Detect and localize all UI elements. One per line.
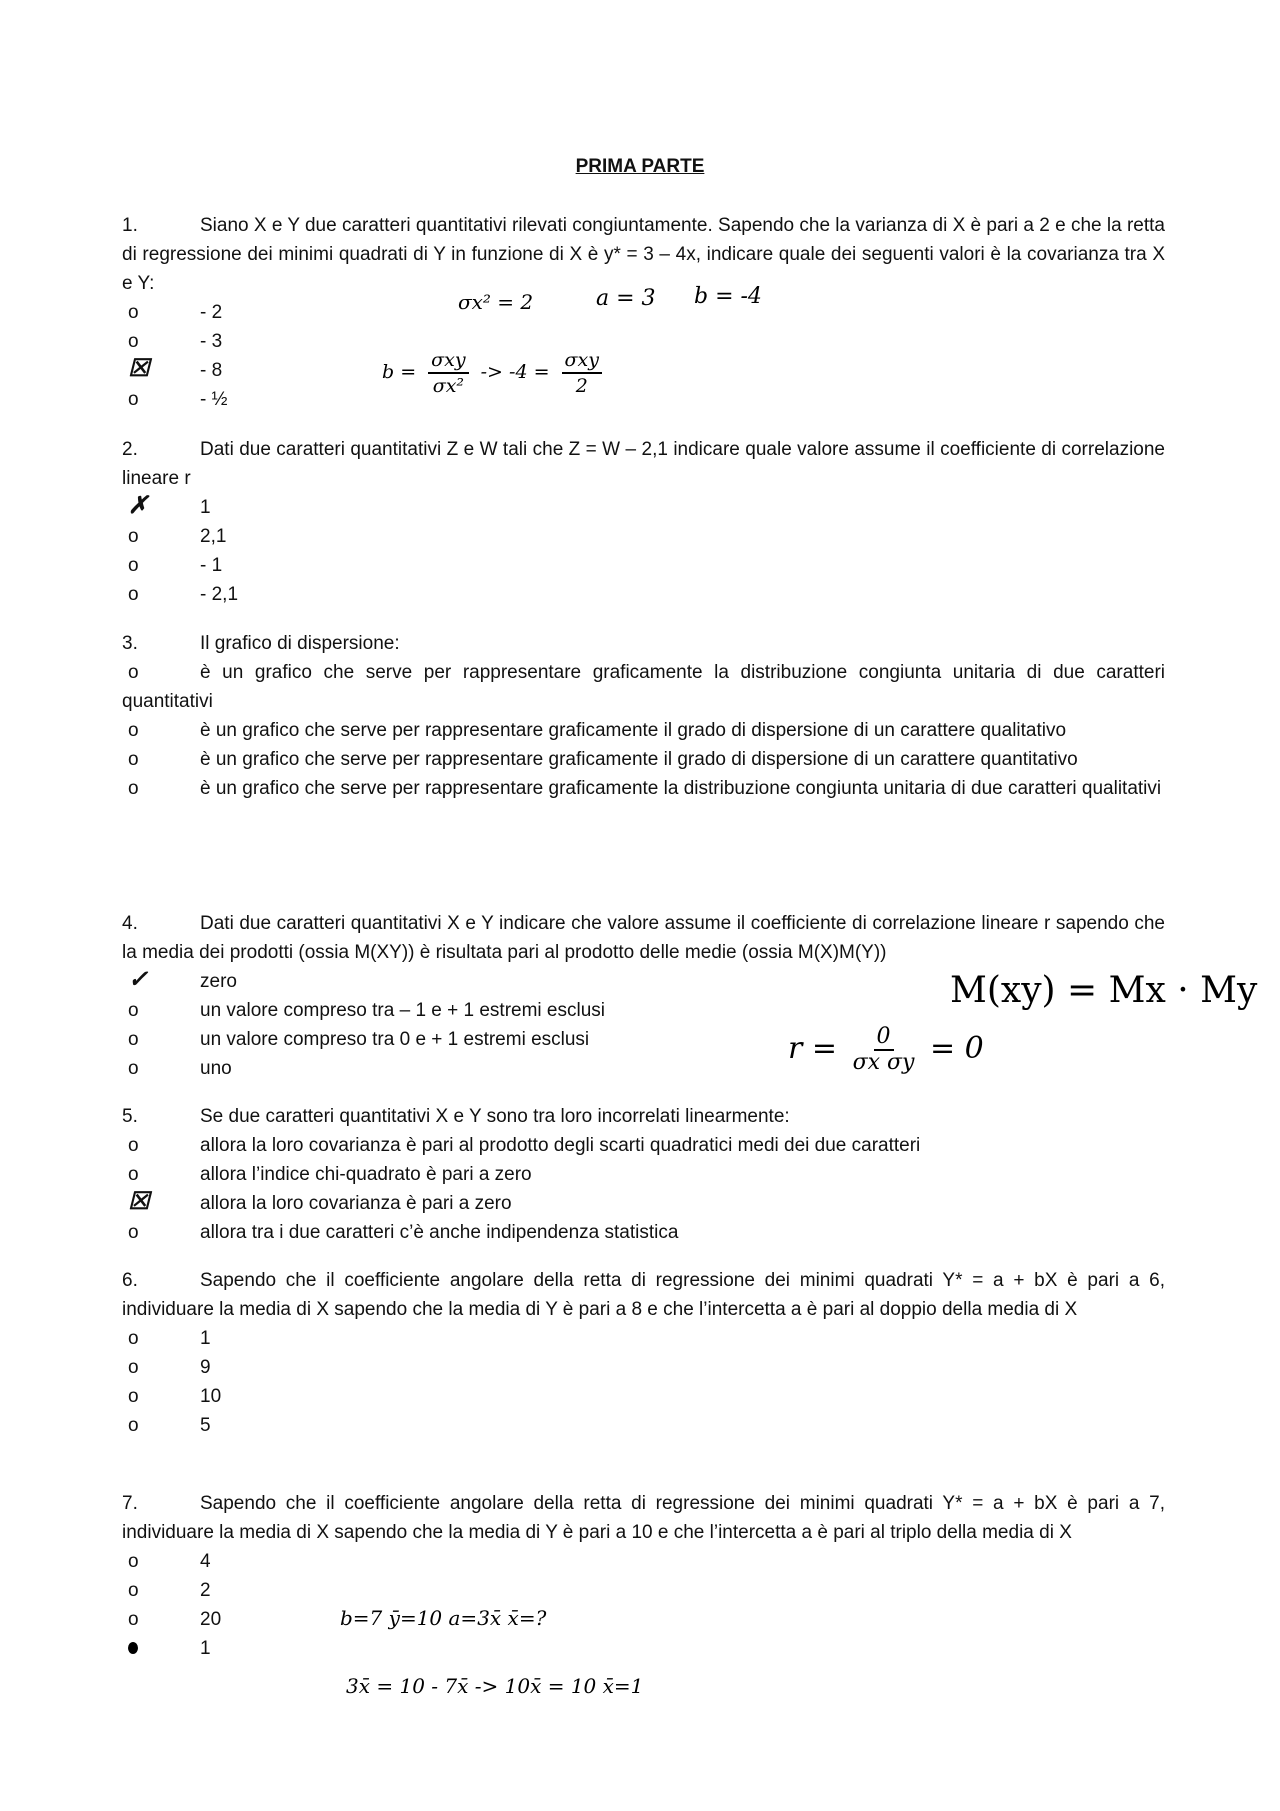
- answer-option[interactable]: [122, 1131, 1165, 1160]
- answer-option[interactable]: [122, 745, 1165, 774]
- numerator: σxy: [562, 348, 602, 374]
- answer-option[interactable]: [122, 1054, 1165, 1083]
- radio-selected-icon[interactable]: ✗: [128, 490, 149, 519]
- option-text: 5: [200, 1415, 211, 1436]
- radio-empty-icon[interactable]: o: [128, 1551, 139, 1572]
- section-title: PRIMA PARTE: [575, 156, 705, 177]
- answer-option[interactable]: [122, 385, 1165, 414]
- radio-selected-icon[interactable]: [122, 1634, 200, 1663]
- question-3: [122, 629, 1165, 803]
- annotation-intercept: a = 3: [596, 286, 656, 311]
- option-text: - ½: [200, 389, 228, 410]
- answer-option[interactable]: [122, 774, 1165, 803]
- option-text: - 1: [200, 555, 223, 576]
- answer-option[interactable]: [122, 1324, 1165, 1353]
- answer-option[interactable]: [122, 716, 1165, 745]
- radio-empty-icon[interactable]: o: [128, 749, 139, 770]
- option-text: è un grafico che serve per rappresentare graficamente il grado di dispersione di un carattere qualitativo: [200, 720, 1067, 741]
- annotation-q7-solution: 3x̄ = 10 - 7x̄ -> 10x̄ = 10 x̄=1: [346, 1674, 644, 1698]
- radio-empty-icon[interactable]: o: [128, 1415, 139, 1436]
- answer-option[interactable]: [122, 658, 1165, 716]
- question-number: 7.: [122, 1493, 138, 1514]
- option-text: allora la loro covarianza è pari a zero: [200, 1193, 512, 1214]
- answer-option[interactable]: [122, 1218, 1165, 1247]
- question-stem: [122, 629, 1165, 658]
- question-stem: [122, 211, 1165, 298]
- radio-empty-icon[interactable]: o: [128, 778, 139, 799]
- option-text: allora tra i due caratteri c’è anche indipendenza statistica: [200, 1222, 679, 1243]
- question-stem: [122, 909, 1165, 967]
- radio-empty-icon[interactable]: o: [128, 389, 139, 410]
- question-text: Sapendo che il coefficiente angolare della retta di regressione dei minimi quadrati Y* = a + bX è pari a 7, individuare la media di X sapendo che la media di Y è pari a 10 e che l’intercetta a è pari al triplo della media di X: [122, 1493, 1165, 1543]
- option-text: 1: [200, 1638, 211, 1659]
- question-text: Siano X e Y due caratteri quantitativi rilevati congiuntamente. Sapendo che la varianza di X è pari a 2 e che la retta di regressione dei minimi quadrati di Y in funzione di X è y* = 3 – 4x, indicare quale dei seguenti valori è la covarianza tra X e Y:: [122, 215, 1165, 294]
- answer-option[interactable]: [122, 1353, 1165, 1382]
- formula-arrow: -> -4 =: [480, 361, 550, 383]
- radio-empty-icon[interactable]: o: [128, 584, 139, 605]
- question-number: 1.: [122, 215, 138, 236]
- radio-empty-icon[interactable]: o: [128, 1058, 139, 1079]
- radio-empty-icon[interactable]: o: [128, 1328, 139, 1349]
- answer-option[interactable]: [122, 1382, 1165, 1411]
- option-text: 9: [200, 1357, 211, 1378]
- denominator: σx σy: [852, 1050, 915, 1075]
- annotation-r-formula: [788, 1025, 984, 1075]
- radio-empty-icon[interactable]: o: [128, 302, 139, 323]
- question-number: 2.: [122, 439, 138, 460]
- option-text: 2: [200, 1580, 211, 1601]
- option-text: è un grafico che serve per rappresentare graficamente il grado di dispersione di un carattere quantitativo: [200, 749, 1078, 770]
- denominator: 2: [575, 375, 588, 397]
- radio-empty-icon[interactable]: o: [128, 1222, 139, 1243]
- annotation-means: M(xy) = Mx · My: [950, 970, 1258, 1011]
- radio-empty-icon[interactable]: o: [128, 662, 139, 683]
- question-number: 6.: [122, 1270, 138, 1291]
- formula-lhs: b =: [382, 361, 417, 383]
- fraction: [562, 348, 602, 398]
- annotation-slope-formula: [382, 348, 608, 398]
- answer-option[interactable]: [122, 490, 1165, 522]
- radio-empty-icon[interactable]: o: [128, 1164, 139, 1185]
- answer-option[interactable]: [122, 1576, 1165, 1605]
- option-text: un valore compreso tra 0 e + 1 estremi esclusi: [200, 1029, 590, 1050]
- option-text: zero: [200, 971, 237, 992]
- option-text: 20: [200, 1609, 222, 1630]
- option-text: - 3: [200, 331, 223, 352]
- question-number: 4.: [122, 913, 138, 934]
- radio-empty-icon[interactable]: o: [128, 1357, 139, 1378]
- numerator: σxy: [428, 348, 468, 374]
- question-stem: [122, 1489, 1165, 1547]
- answer-option[interactable]: [122, 1411, 1165, 1440]
- question-text: Sapendo che il coefficiente angolare della retta di regressione dei minimi quadrati Y* = a + bX è pari a 6, individuare la media di X sapendo che la media di Y è pari a 8 e che l’intercetta a è pari al doppio della media di X: [122, 1270, 1165, 1320]
- formula-lhs: r =: [788, 1031, 838, 1066]
- answer-option[interactable]: [122, 353, 1165, 385]
- question-number: 3.: [122, 633, 138, 654]
- option-text: allora la loro covarianza è pari al prodotto degli scarti quadratici medi dei due caratteri: [200, 1135, 921, 1156]
- question-5: [122, 1102, 1165, 1247]
- question-stem: [122, 1266, 1165, 1324]
- option-text: - 8: [200, 360, 223, 381]
- denominator: σx²: [432, 375, 465, 397]
- answer-option[interactable]: [122, 551, 1165, 580]
- radio-empty-icon[interactable]: o: [128, 1609, 139, 1630]
- fraction: [428, 348, 468, 398]
- question-text: Dati due caratteri quantitativi Z e W tali che Z = W – 2,1 indicare quale valore assume il coefficiente di correlazione lineare r: [122, 439, 1165, 489]
- question-stem: [122, 1102, 1165, 1131]
- option-text: è un grafico che serve per rappresentare graficamente la distribuzione congiunta unitaria di due caratteri qualitativi: [200, 778, 1162, 799]
- radio-empty-icon[interactable]: o: [128, 1135, 139, 1156]
- question-text: Il grafico di dispersione:: [200, 633, 400, 654]
- option-text: uno: [200, 1058, 232, 1079]
- answer-option[interactable]: [122, 1186, 1165, 1218]
- annotation-variance: σx² = 2: [458, 290, 534, 314]
- fraction: [853, 1025, 915, 1075]
- radio-empty-icon[interactable]: o: [128, 1386, 139, 1407]
- question-2: [122, 435, 1165, 609]
- option-text: 1: [200, 1328, 211, 1349]
- option-text: un valore compreso tra – 1 e + 1 estremi esclusi: [200, 1000, 605, 1021]
- radio-empty-icon[interactable]: o: [128, 331, 139, 352]
- radio-selected-icon[interactable]: ✓: [128, 964, 149, 993]
- question-1: [122, 211, 1165, 414]
- answer-option[interactable]: [122, 522, 1165, 551]
- question-number: 5.: [122, 1106, 138, 1127]
- answer-option[interactable]: [122, 580, 1165, 609]
- answer-option[interactable]: [122, 1547, 1165, 1576]
- answer-option[interactable]: [122, 327, 1165, 356]
- answer-option[interactable]: [122, 1160, 1165, 1189]
- annotation-slope: b = -4: [694, 284, 762, 309]
- radio-empty-icon[interactable]: o: [128, 1580, 139, 1601]
- question-stem: [122, 435, 1165, 493]
- answer-option[interactable]: [122, 1025, 1165, 1054]
- question-text: Dati due caratteri quantitativi X e Y indicare che valore assume il coefficiente di correlazione lineare r sapendo che la media dei prodotti (ossia M(XY)) è risultata pari al prodotto delle medie (ossia M(X)M(Y)): [122, 913, 1165, 963]
- option-text: è un grafico che serve per rappresentare graficamente la distribuzione congiunta unitaria di due caratteri quantitativi: [122, 662, 1165, 712]
- option-text: 2,1: [200, 526, 227, 547]
- question-6: [122, 1266, 1165, 1440]
- question-text: Se due caratteri quantitativi X e Y sono tra loro incorrelati linearmente:: [200, 1106, 790, 1127]
- numerator: 0: [874, 1025, 894, 1051]
- formula-result: = 0: [929, 1031, 984, 1066]
- radio-empty-icon[interactable]: o: [128, 1029, 139, 1050]
- option-text: - 2,1: [200, 584, 239, 605]
- option-text: 10: [200, 1386, 222, 1407]
- option-text: - 2: [200, 302, 223, 323]
- radio-empty-icon[interactable]: o: [128, 1000, 139, 1021]
- radio-selected-icon[interactable]: ☒: [128, 353, 150, 382]
- option-text: 4: [200, 1551, 211, 1572]
- radio-selected-icon[interactable]: ☒: [128, 1186, 150, 1215]
- option-text: allora l’indice chi-quadrato è pari a zero: [200, 1164, 532, 1185]
- annotation-q7-givens: b=7 ȳ=10 a=3x̄ x̄=?: [340, 1606, 547, 1630]
- answer-option[interactable]: [122, 1634, 1165, 1663]
- radio-empty-icon[interactable]: o: [128, 526, 139, 547]
- option-text: 1: [200, 497, 211, 518]
- radio-empty-icon[interactable]: o: [128, 720, 139, 741]
- radio-empty-icon[interactable]: o: [128, 555, 139, 576]
- question-7: [122, 1489, 1165, 1663]
- answer-option[interactable]: [122, 1605, 1165, 1634]
